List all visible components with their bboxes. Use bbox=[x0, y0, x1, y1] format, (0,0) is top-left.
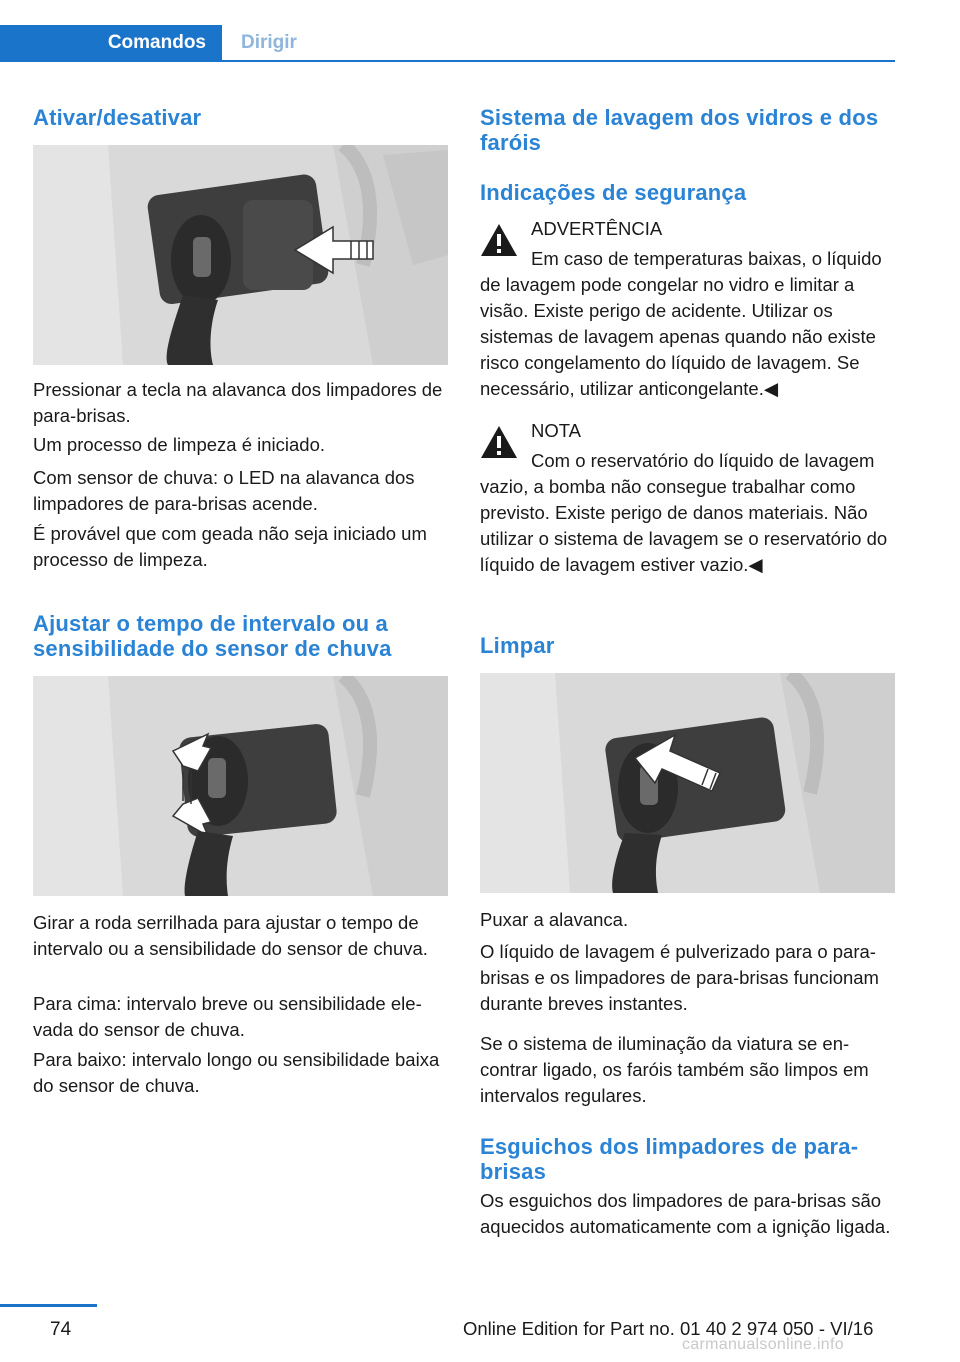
heading-heated-nozzles bbox=[480, 1134, 895, 1184]
heading-washer-line2: faróis bbox=[480, 130, 542, 155]
warning-label: ADVERTÊNCIA bbox=[531, 218, 663, 239]
heading-washer-line1: Sistema de lavagem dos vidros e dos bbox=[480, 105, 879, 130]
note-label: NOTA bbox=[531, 420, 582, 441]
text-down-direction: Para baixo: intervalo longo ou sensibilidade baixa do sensor de chuva. bbox=[33, 1049, 440, 1096]
text-cleaning-started: Um processo de limpeza é iniciado. bbox=[33, 434, 326, 455]
text-pull-lever: Puxar a alavanca. bbox=[480, 909, 629, 930]
heading-limpar: Limpar bbox=[480, 633, 555, 658]
text-rotate-thumbwheel: Girar a roda serrilhada para ajustar o tempo de intervalo ou a sensibilidade do sensor de chuva. bbox=[33, 912, 428, 959]
heading-ativar-desativar: Ativar/desativar bbox=[33, 105, 202, 130]
text-up-direction: Para cima: intervalo breve ou sensibilidade elevada do sensor de chuva. bbox=[33, 993, 422, 1040]
page-number: 74 bbox=[50, 1319, 72, 1340]
figure-pull-lever bbox=[480, 673, 895, 893]
chapter-tabs bbox=[0, 25, 895, 62]
text-press-button: Pressionar a tecla na alavanca dos limpadores de para-brisas. bbox=[33, 379, 443, 426]
watermark: carmanualsonline.info bbox=[682, 1336, 844, 1353]
tab-comandos[interactable]: Comandos bbox=[0, 25, 222, 61]
text-frost-note: É provável que com geada não seja iniciado um processo de limpeza. bbox=[33, 523, 427, 570]
heading-interval-sensitivity bbox=[33, 611, 448, 661]
warning-text: Em caso de temperaturas baixas, o líquido de lavagem pode congelar no vidro e limitar a visão. Existe perigo de acidente. Utilizar os sistemas de lavagem apenas quando não existe risco congelamento do líquido de lavagem. Se necessário, utilizar anticongelante.◀ bbox=[480, 248, 882, 399]
heading-washer-system bbox=[480, 105, 895, 155]
warning-block bbox=[480, 246, 895, 402]
note-block bbox=[480, 448, 895, 578]
text-headlight-cleaning: Se o sistema de iluminação da viatura se encontrar ligado, os faróis também são limpos em intervalos regulares. bbox=[480, 1033, 869, 1106]
footer-rule bbox=[0, 1304, 97, 1307]
text-rain-sensor-led: Com sensor de chuva: o LED na alavanca dos limpadores de para-brisas acende. bbox=[33, 467, 415, 514]
figure-press-wiper-button bbox=[33, 145, 448, 365]
note-text: Com o reservatório do líquido de lavagem vazio, a bomba não consegue trabalhar como previsto. Existe perigo de danos materiais. Não utilizar o sistema de lavagem se o reservatório do líquido de lavagem estiver vazio.◀ bbox=[480, 450, 888, 575]
heading-interval-line2: sensibilidade do sensor de chuva bbox=[33, 636, 392, 661]
figure-thumbwheel bbox=[33, 676, 448, 896]
tab-dirigir[interactable]: Dirigir bbox=[241, 32, 297, 53]
edition-footer: Online Edition for Part no. 01 40 2 974 050 - VI/16 bbox=[463, 1318, 874, 1339]
heading-nozzles-line1: Esguichos dos limpadores de para- bbox=[480, 1134, 859, 1159]
text-heated-nozzles: Os esguichos dos limpadores de para-brisas são aquecidos automaticamente com a ignição ligada. bbox=[480, 1190, 891, 1237]
text-washer-fluid-sprayed: O líquido de lavagem é pulverizado para o para-brisas e os limpadores de para-brisas funcionam durante breves instantes. bbox=[480, 941, 879, 1014]
heading-safety-notes: Indicações de segurança bbox=[480, 180, 747, 205]
heading-interval-line1: Ajustar o tempo de intervalo ou a bbox=[33, 611, 388, 636]
heading-nozzles-line2: brisas bbox=[480, 1159, 547, 1184]
